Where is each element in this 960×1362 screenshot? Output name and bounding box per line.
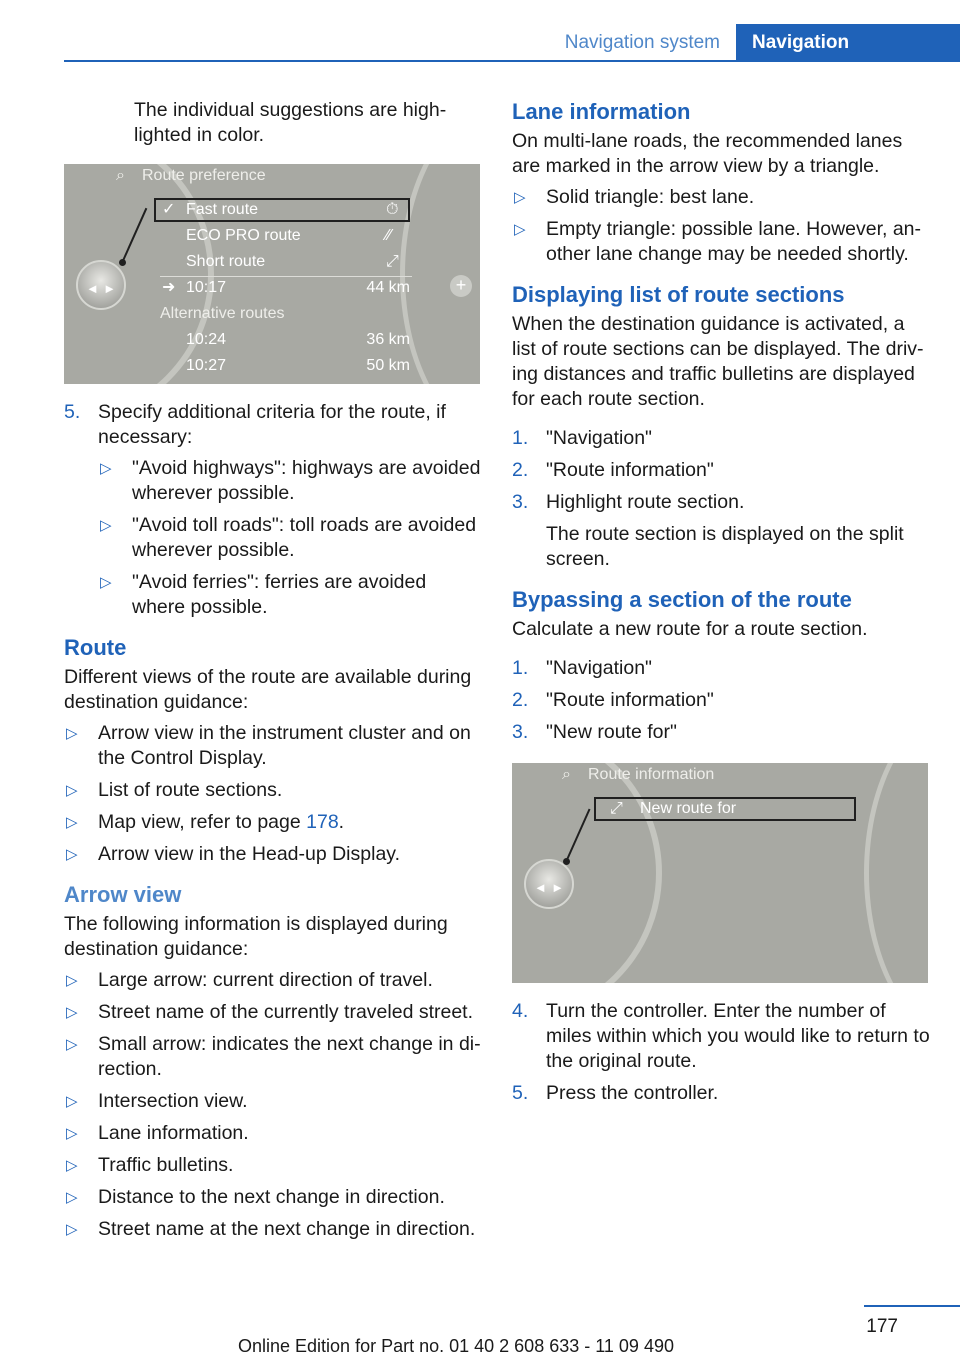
triangle-bullet-icon: ▷	[66, 1004, 78, 1021]
intro-text: The individual suggestions are high-lighted in color.	[134, 99, 447, 146]
step5-sublist	[98, 456, 484, 620]
callout-dot	[563, 858, 570, 865]
screen-title-icon: ⌕	[116, 167, 125, 184]
alternative-routes-title: Alternative routes	[160, 305, 285, 322]
triangle-bullet-icon: ▷	[66, 1125, 78, 1142]
callout-dot	[119, 259, 126, 266]
triangle-bullet-icon: ▷	[66, 1157, 78, 1174]
list-item: ▷ Arrow view in the Head-up Display.	[66, 843, 401, 865]
footer-rule	[864, 1305, 960, 1307]
list-item: 5. Press the controller.	[512, 1082, 719, 1104]
short-route-icon: ⤢	[386, 253, 399, 270]
left-column	[64, 98, 484, 1249]
route-option-short: Short route	[186, 253, 266, 270]
step5-list	[64, 400, 484, 620]
edition-footer: Online Edition for Part no. 01 40 2 608 633 - 11 09 490	[238, 1336, 674, 1356]
plus-icon: +	[450, 275, 472, 297]
new-route-icon: ⤢	[610, 800, 623, 817]
lane-list	[512, 185, 932, 267]
arrow-view-list	[64, 968, 484, 1242]
alt-route-2-distance: 50 km	[366, 357, 410, 374]
sections-text: When the destination guidance is activated, a list of route sections can be displayed. The driv-ing distances and traffic bulletins are displayed for each route section.	[512, 313, 924, 410]
header-section-title: Navigation system	[564, 32, 720, 53]
list-item: 1. "Navigation"	[512, 657, 652, 679]
list-item: ▷ Small arrow: indicates the next change in di-rection.	[66, 1033, 481, 1080]
page-link[interactable]: 178	[306, 811, 339, 833]
heading-lane-information: Lane information	[512, 99, 691, 124]
page-number: 177	[866, 1316, 898, 1337]
triangle-bullet-icon: ▷	[66, 814, 78, 831]
list-item: ▷ Street name of the currently traveled street.	[66, 1001, 474, 1023]
list-item: 5. Specify additional criteria for the route, if necessary: ▷ "Avoid highways": highways are avoided wherever possible. ▷ "Avoid toll roads": toll roads are avoided wherever possible. ▷ "Avoid ferries": ferries are avoided where possible.	[64, 400, 484, 620]
list-item: ▷ Intersection view.	[66, 1090, 248, 1112]
alt-route-1-distance: 36 km	[366, 331, 410, 348]
triangle-bullet-icon: ▷	[100, 517, 112, 534]
triangle-bullet-icon: ▷	[514, 189, 526, 206]
bypass-steps	[512, 656, 932, 745]
list-item: ▷ "Avoid ferries": ferries are avoided where possible.	[100, 571, 427, 618]
triangle-bullet-icon: ▷	[514, 221, 526, 238]
list-item: 2. "Route information"	[512, 459, 714, 481]
triangle-bullet-icon: ▷	[100, 574, 112, 591]
sections-note: The route section is displayed on the split screen.	[546, 523, 904, 570]
list-item: ▷ Map view, refer to page 178.	[66, 811, 345, 833]
list-item: 4. Turn the controller. Enter the number of miles within which you would like to return to the original route.	[512, 1000, 930, 1072]
triangle-bullet-icon: ▷	[66, 1221, 78, 1238]
list-item: ▷ Solid triangle: best lane.	[514, 186, 755, 208]
list-item: ▷ List of route sections.	[66, 779, 283, 801]
screen-title-icon: ⌕	[562, 766, 571, 783]
route-option-fast: Fast route	[186, 201, 259, 218]
route-text: Different views of the route are available during destination guidance:	[64, 666, 472, 713]
controller-knob-icon: ◄ ►	[76, 260, 126, 310]
list-item: 3. Highlight route section. The route section is displayed on the split screen.	[512, 490, 932, 572]
list-item: ▷ Empty triangle: possible lane. However, an-other lane change may be needed shortly.	[514, 218, 922, 265]
list-item: ▷ Arrow view in the instrument cluster and on the Control Display.	[66, 722, 471, 769]
route-preference-screenshot	[64, 164, 480, 384]
bypass-steps-2	[512, 999, 932, 1106]
alt-route-2-time: 10:27	[186, 357, 227, 374]
display-bezel-arc-right	[864, 763, 928, 983]
list-item: 2. "Route information"	[512, 689, 714, 711]
triangle-bullet-icon: ▷	[66, 972, 78, 989]
list-item: ▷ Large arrow: current direction of travel.	[66, 969, 433, 991]
arrow-view-text: The following information is displayed during destination guidance:	[64, 913, 448, 960]
list-item: ▷ "Avoid highways": highways are avoided wherever possible.	[100, 457, 481, 504]
sections-steps	[512, 426, 932, 572]
current-route-time: 10:17	[186, 279, 227, 296]
right-column	[512, 98, 932, 1113]
list-item: ▷ Distance to the next change in direction.	[66, 1186, 445, 1208]
route-information-screenshot	[512, 763, 928, 983]
heading-bypass: Bypassing a section of the route	[512, 587, 852, 612]
route-arrow-icon: ➜	[162, 279, 176, 296]
list-item: 3. "New route for"	[512, 721, 677, 743]
bypass-text: Calculate a new route for a route section.	[512, 618, 868, 640]
triangle-bullet-icon: ▷	[66, 1093, 78, 1110]
menu-item-new-route: New route for	[640, 800, 737, 817]
header-rule	[64, 60, 960, 62]
heading-route-sections: Displaying list of route sections	[512, 282, 845, 307]
screen-title: Route information	[588, 766, 715, 783]
list-item: 1. "Navigation"	[512, 427, 652, 449]
screen-title: Route preference	[142, 167, 266, 184]
eco-icon: ∕∕	[386, 227, 392, 244]
clock-icon: ⏱	[386, 201, 399, 218]
triangle-bullet-icon: ▷	[66, 1036, 78, 1053]
check-icon: ✓	[162, 201, 176, 218]
list-item: ▷ Street name at the next change in direction.	[66, 1218, 476, 1240]
heading-arrow-view: Arrow view	[64, 882, 182, 907]
alt-route-1-time: 10:24	[186, 331, 227, 348]
list-item: ▷ Lane information.	[66, 1122, 249, 1144]
heading-route: Route	[64, 635, 127, 660]
lane-text: On multi-lane roads, the recommended lanes are marked in the arrow view by a triangle.	[512, 130, 903, 177]
list-item: ▷ "Avoid toll roads": toll roads are avoided wherever possible.	[100, 514, 477, 561]
route-list	[64, 721, 484, 867]
current-route-distance: 44 km	[366, 279, 410, 296]
triangle-bullet-icon: ▷	[66, 846, 78, 863]
display-bezel-arc-right	[400, 164, 480, 384]
triangle-bullet-icon: ▷	[66, 782, 78, 799]
list-item: ▷ Traffic bulletins.	[66, 1154, 234, 1176]
triangle-bullet-icon: ▷	[100, 460, 112, 477]
triangle-bullet-icon: ▷	[66, 725, 78, 742]
route-option-eco: ECO PRO route	[186, 227, 301, 244]
controller-knob-icon: ◄ ►	[524, 859, 574, 909]
triangle-bullet-icon: ▷	[66, 1189, 78, 1206]
header-chapter-tab: Navigation	[736, 24, 960, 62]
